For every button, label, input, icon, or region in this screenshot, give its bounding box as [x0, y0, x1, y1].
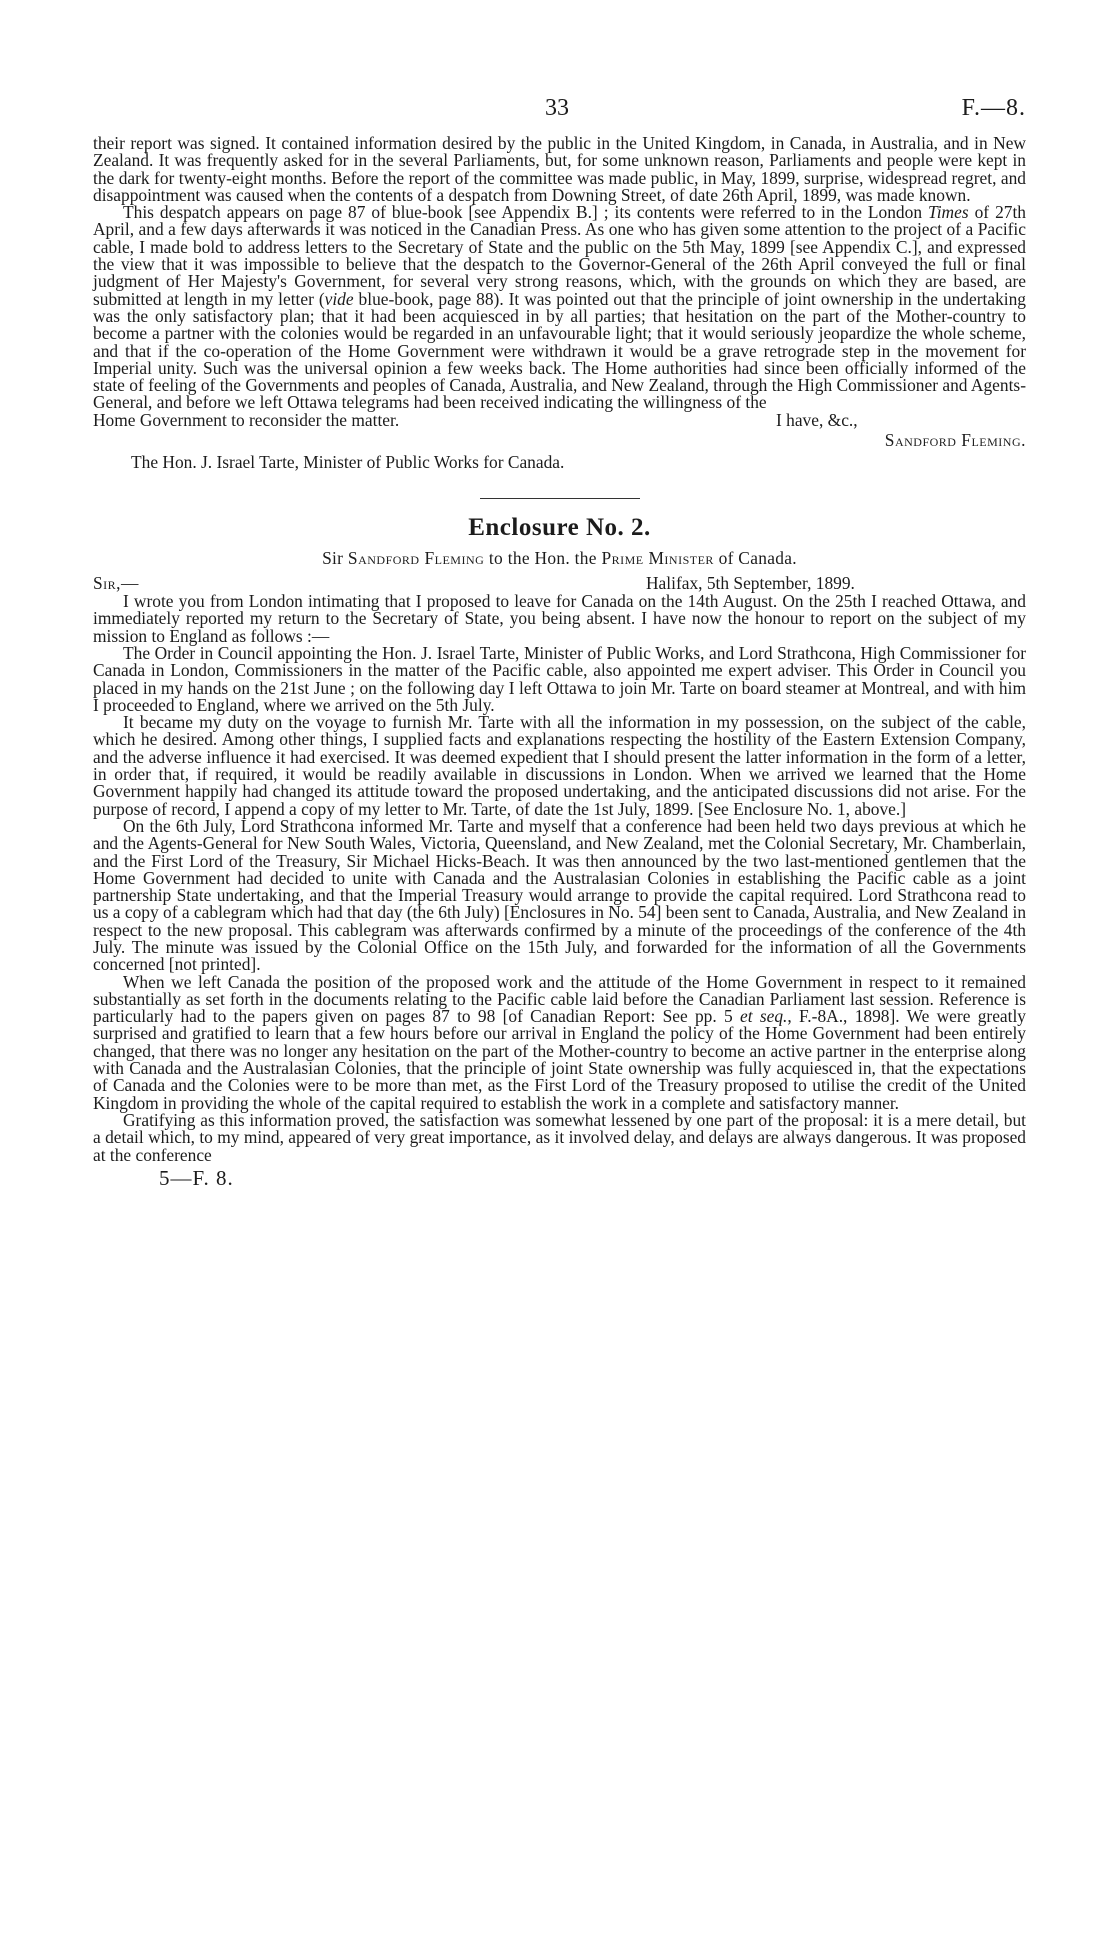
salutation: Sir,—: [93, 573, 139, 594]
place-date: Halifax, 5th September, 1899.: [646, 573, 855, 594]
et-seq: et seq.: [740, 1006, 788, 1027]
section-divider: [480, 498, 640, 499]
enclosure-paragraph: On the 6th July, Lord Strathcona informed Mr. Tarte and myself that a conference had been held two days previous at which he and the Agents-General for New South Wales, Victoria, Queensland, and New Zealand, met the Colonial Secretary, Mr. Chamberlain, and the First Lord of the Treasury, Sir Michael Hicks-Beach. It was then announced by the two last-mentioned gentlemen that the Home Government had decided to unite with Canada and the Australasian Colonies in establishing the Pacific cable as a joint partnership State undertaking, and that the Imperial Treasury would arrange to provide the capital required. Lord Strathcona read to us a copy of a cablegram which had that day (the 6th July) [Enclosures in No. 54] been sent to Canada, Australia, and New Zealand in respect to the new proposal. This cablegram was afterwards confirmed by a minute of the proceedings of the conference of the 4th July. The minute was issued by the Colonial Office on the 15th July, and forwarded for the information of all the Governments concerned [not printed].: [93, 815, 1027, 975]
document-reference: F.—8.: [961, 95, 1026, 121]
enclosure-paragraph: When we left Canada the position of the proposed work and the attitude of the Home Government in respect to it remained substantially as set forth in the documents relating to the Pacific cable laid before the Canadian Parliament last session. Reference is particularly had to the papers given on pages 87 to 98 [of Canadian Report: See pp. 5 et seq., F.-8A., 1898]. We were greatly surprised and gratified to learn that a few hours before our arrival in England the policy of the Home Government had been entirely changed, that there was no longer any hesitation on the part of the Mother-country to become an active partner in the enterprise along with Canada and the Australasian Colonies, that the principle of joint State ownership was fully acquiesced in, that the expectations of Canada and the Colonies were to be more than met, as the First Lord of the Treasury proposed to utilise the credit of the United Kingdom in providing the whole of the capital required to establish the work in a complete and satisfactory manner.: [93, 971, 1026, 1113]
page-number: 33: [545, 95, 569, 121]
page-header: [93, 95, 1026, 135]
closing-phrase: I have, &c.,: [776, 409, 858, 430]
closing-row: [93, 409, 1026, 430]
enclosure-paragraph: I wrote you from London intimating that I proposed to leave for Canada on the 14th August. On the 25th I reached Ottawa, and immediately reported my return to the Secretary of State, you being absent. I have now the honour to report on the subject of my mission to England as follows :—: [93, 591, 1026, 646]
document-page: [93, 95, 1026, 1190]
enclosure-subtitle: Sir Sandford Fleming to the Hon. the Prime Minister of Canada.: [322, 548, 797, 569]
times-title: Times: [928, 202, 969, 223]
letter-last-line: Home Government to reconsider the matter.: [93, 409, 400, 430]
enclosure-paragraph: It became my duty on the voyage to furnish Mr. Tarte with all the information in my possession, on the subject of the cable, which he desired. Among other things, I supplied facts and explanations respecting the hostility of the Eastern Extension Company, and the adverse influence it had exercised. It was deemed expedient that I should present the latter information in the form of a letter, in order that, if required, it would be readily available in discussions in London. When we arrived we learned that the Home Government happily had changed its attitude toward the proposed undertaking, and the anticipated discussions did not arise. For the purpose of record, I append a copy of my letter to Mr. Tarte, of date the 1st July, 1899. [See Enclosure No. 1, above.]: [93, 712, 1026, 819]
signature-mark: 5—F. 8.: [159, 1165, 234, 1190]
enclosure-title: Enclosure No. 2.: [468, 514, 651, 542]
addressee: The Hon. J. Israel Tarte, Minister of Public Works for Canada.: [131, 452, 565, 473]
signature: Sandford Fleming.: [884, 430, 1026, 451]
letter-paragraph-2: This despatch appears on page 87 of blue-book [see Appendix B.] ; its contents were referred to in the London Times of 27th April, and a few days afterwards it was noticed in the Canadian Press. As one who has given some attention to the project of a Pacific cable, I made bold to address letters to the Secretary of State and the public on the 5th May, 1899 [see Appendix C.], and expressed the view that it was impossible to believe that the despatch to the Governor-General of the 26th April conveyed the full or final judgment of Her Majesty's Government, for several very strong reasons, which, with the grounds on which they are based, are submitted at length in my letter (vide blue-book, page 88). It was pointed out that the principle of joint ownership in the undertaking was the only satisfactory plan; that it had been acquiesced in by all parties; that hesitation on the part of the Mother-country to become a partner with the colonies would be regarded in an unfavourable light; that it would seriously jeopardize the whole scheme, and that if the co-operation of the Home Government were withdrawn it would be a grave retrograde step in the movement for Imperial unity. Such was the universal opinion a few weeks back. The Home authorities had since been officially informed of the state of feeling of the Governments and peoples of Canada, Australia, and New Zealand, through the High Commissioner and Agents-General, and before we left Ottawa telegrams had been received indicating the willingness of the: [93, 202, 1026, 413]
enclosure-paragraph: Gratifying as this information proved, the satisfaction was somewhat lessened by one part of the proposal: it is a mere detail, but a detail which, to my mind, appeared of very great importance, as it involved delay, and delays are always dangerous. It was proposed at the conference: [93, 1109, 1026, 1165]
salutation-row: [93, 573, 1026, 593]
vide-word: vide: [324, 288, 354, 309]
enclosure-paragraph: The Order in Council appointing the Hon. J. Israel Tarte, Minister of Public Works, and Lord Strathcona, High Commissioner for Canada in London, Commissioners in the matter of the Pacific cable, also appointed me expert adviser. This Order in Council you placed in my hands on the 21st June ; on the following day I left Ottawa to join Mr. Tarte on board steamer at Montreal, and with him I proceeded to England, where we arrived on the 5th July.: [93, 642, 1026, 715]
letter-paragraph-1: their report was signed. It contained information desired by the public in the United Kingdom, in Canada, in Australia, and in New Zealand. It was frequently asked for in the several Parliaments, but, for some unknown reason, Parliaments and people were kept in the dark for twenty-eight months. Before the report of the committee was made public, in May, 1899, surprise, widespread regret, and disappointment was caused when the contents of a despatch from Downing Street, of date 26th April, 1899, was made known.: [93, 133, 1026, 205]
